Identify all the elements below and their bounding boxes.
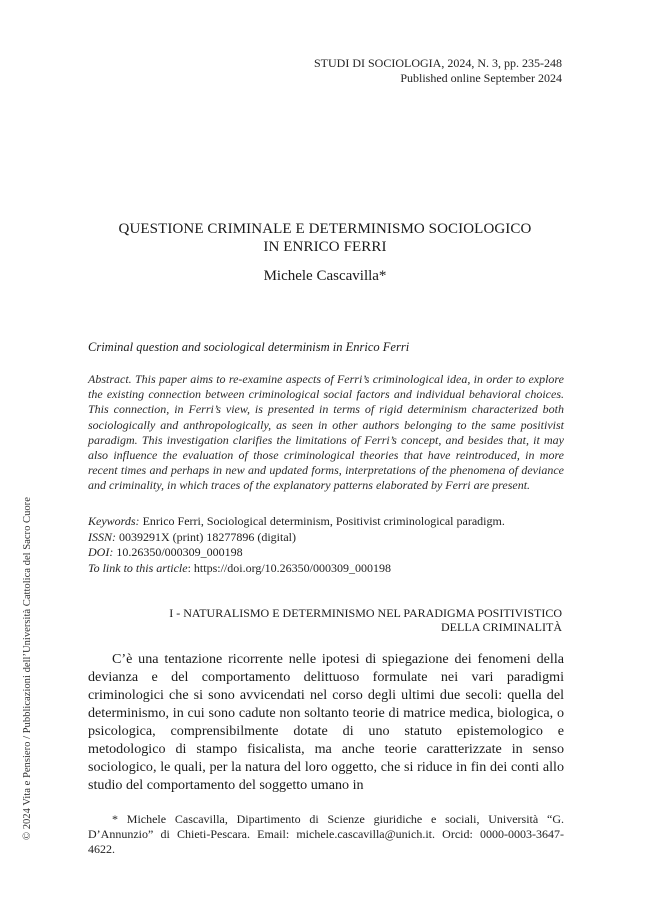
keywords-label: Keywords:: [88, 514, 140, 528]
article-title: [88, 220, 562, 256]
english-title: Criminal question and sociological determinism in Enrico Ferri: [88, 340, 410, 354]
doi-value: 10.26350/000309_000198: [113, 545, 243, 559]
author-name: Michele Cascavilla*: [263, 268, 387, 284]
article-link-value[interactable]: : https://doi.org/10.26350/000309_000198: [187, 560, 392, 575]
article-metadata: [88, 514, 505, 576]
section-heading-line-1: I - NATURALISMO E DETERMINISMO NEL PARADIGMA POSITIVISTICO: [169, 606, 562, 620]
journal-citation: STUDI DI SOCIOLOGIA, 2024, N. 3, pp. 235-248: [314, 56, 562, 70]
issn-label: ISSN:: [88, 529, 116, 544]
doi-label: DOI:: [88, 545, 114, 559]
issn: [88, 530, 505, 546]
body-paragraph: C’è una tentazione ricorrente nelle ipotesi di spiegazione dei fenomeni della devianza e del comportamento delittuoso formulate nei vari paradigmi criminologici che si sono avvicendati nel corso degli ultimi due secoli: quella del determinismo, in cui sono cadute non soltanto teorie di matrice medica, biologica, o psicologica, comprensibilmente dotate di uno statuto epistemologico e metodologico di stampo fisicalista, ma anche teorie caratterizzate in senso sociologico, le quali, per la natura del loro oggetto, che si riduce in fin dei conti allo studio del comportamento del soggetto umano in: [88, 651, 564, 793]
article-link: [88, 561, 505, 577]
publication-date: Published online September 2024: [400, 71, 562, 85]
copyright-notice: © 2024 Vita e Pensiero / Pubblicazioni dell’Università Cattolica del Sacro Cuore: [22, 497, 33, 840]
keywords: [88, 514, 505, 530]
keywords-value: Enrico Ferri, Sociological determinism, Positivist criminological paradigm.: [139, 514, 505, 528]
issn-value: 0039291X (print) 18277896 (digital): [116, 529, 296, 544]
article-title-line-2: IN ENRICO FERRI: [263, 239, 387, 255]
journal-header: [314, 56, 562, 86]
author-footnote: * Michele Cascavilla, Dipartimento di Scienze giuridiche e sociali, Università “G. D’Annunzio” di Chieti-Pescara. Email: michele.cascavilla@unich.it. Orcid: 0000-0003-3647-4622.: [88, 812, 564, 856]
article-link-label: To link to this article: [88, 560, 188, 575]
section-heading-line-2: DELLA CRIMINALITÀ: [441, 620, 562, 634]
abstract: Abstract. This paper aims to re-examine aspects of Ferri’s criminological idea, in order to explore the existing connection between criminological social factors and individual behavioral choices. This connection, in Ferri’s view, is presented in terms of rigid determinism characterized both sociologically and anthropologically, as seen in other authors belonging to the same positivist paradigm. This investigation clarifies the limitations of Ferri’s concept, and besides that, it may also influence the evaluation of those criminological theories that have reintroduced, in more recent times and perhaps in new and updated forms, interpretations of the phenomena of deviance and criminality, in which traces of the explanatory patterns elaborated by Ferri are present.: [88, 372, 564, 493]
doi: [88, 545, 505, 561]
article-title-line-1: QUESTIONE CRIMINALE E DETERMINISMO SOCIOLOGICO: [118, 221, 532, 237]
section-heading: [169, 606, 562, 634]
